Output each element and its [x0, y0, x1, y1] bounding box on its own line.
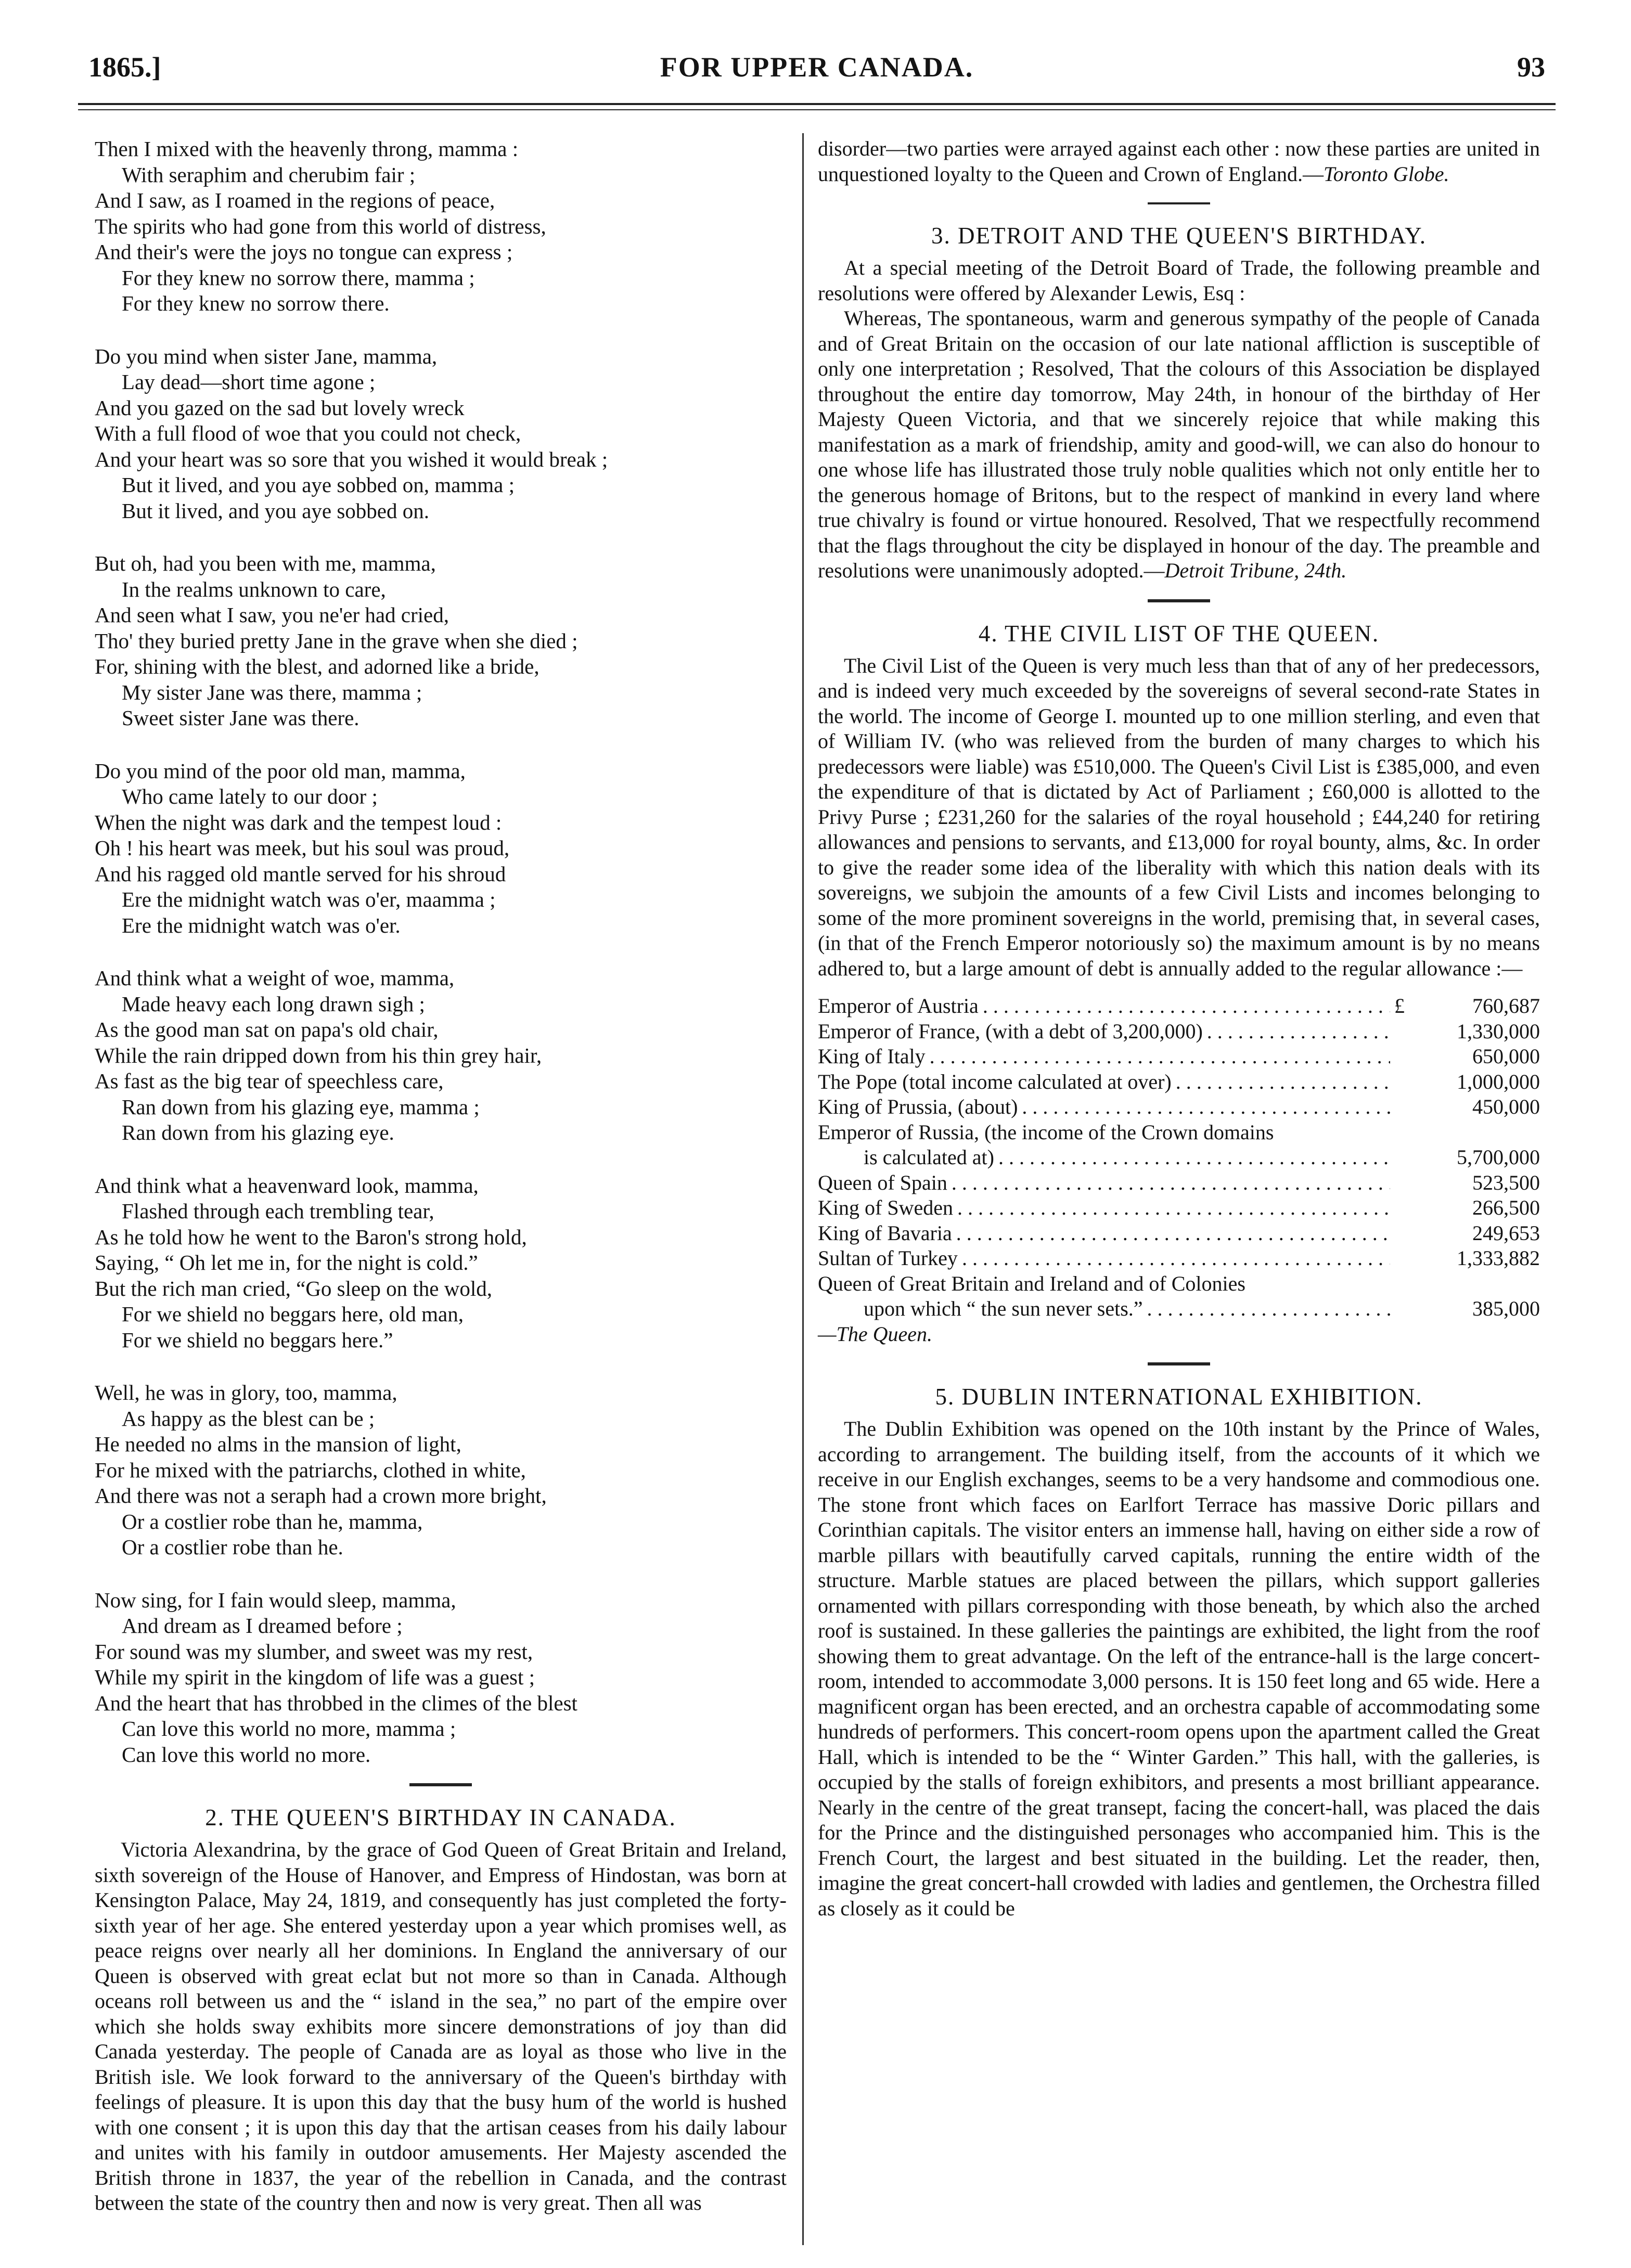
poem-line: Do you mind when sister Jane, mamma, — [95, 344, 438, 368]
poem-line: Or a costlier robe than he. — [122, 1535, 343, 1559]
poem-line: Oh ! his heart was meek, but his soul was proud, — [95, 836, 510, 860]
page-number: 93 — [1517, 51, 1545, 83]
section-2-body: Victoria Alexandrina, by the grace of God Queen of Great Britain and Ireland, sixth sovereign of the House of Hanover, and Empress of Hindostan, was born at Kensington Palace, May 24, 1819, and consequently has just completed the forty-sixth year of her age. She entered yesterday upon a year which promises well, as peace reigns over nearly all her dominions. In England the anniversary of our Queen is observed with great eclat but not more so than in Canada. Although oceans roll between us and the “ island in the sea,” no part of the empire over which she holds sway exhibits more sincere demonstrations of joy than did Canada yesterday. The people of Canada are as loyal as those who live in the British isle. We look forward to the anniversary of the Queen's birthday with feelings of pleasure. It is upon this day that the busy hum of the world is hushed with one consent ; it is upon this day that the artisan ceases from his daily labour and unites with his family in outdoor amusements. Her Majesty ascended the British throne in 1837, the year of the rebellion in Canada, and the contrast between the state of the country then and now is very great. Then all was — [95, 1838, 787, 2214]
sovereign-name: Emperor of Russia, (the income of the Crown domains — [818, 1120, 1274, 1144]
poem-line: Ere the midnight watch was o'er. — [122, 913, 401, 937]
poem-line: For they knew no sorrow there. — [122, 291, 390, 315]
sovereign-name: Emperor of Austria — [818, 994, 979, 1017]
poem-line: The spirits who had gone from this world of distress, — [95, 214, 546, 238]
poem-line: Then I mixed with the heavenly throng, mamma : — [95, 137, 519, 161]
section-separator — [409, 1783, 472, 1786]
leader-dots — [952, 1170, 1390, 1196]
poem-line: And their's were the joys no tongue can express ; — [95, 240, 513, 264]
poem-line: Now sing, for I fain would sleep, mamma, — [95, 1588, 456, 1612]
poem-line: But oh, had you been with me, mamma, — [95, 551, 436, 575]
poem-line: And I saw, as I roamed in the regions of peace, — [95, 188, 495, 212]
poem-line: But it lived, and you aye sobbed on, mamma ; — [122, 473, 515, 497]
poem-line: With a full flood of woe that you could not check, — [95, 421, 521, 445]
poem-stanza — [95, 551, 787, 731]
poem-line: Ere the midnight watch was o'er, maamma ; — [122, 887, 496, 911]
sovereign-name-continuation: upon which “ the sun never sets.” — [864, 1297, 1143, 1320]
poem-line: As he told how he went to the Baron's strong hold, — [95, 1225, 527, 1249]
poem-stanza — [95, 1380, 787, 1561]
leader-dots — [1207, 1019, 1390, 1045]
poem-line: And you gazed on the sad but lovely wreck — [95, 395, 465, 420]
poem-line: For we shield no beggars here.” — [122, 1328, 393, 1352]
poem-line: For we shield no beggars here, old man, — [122, 1302, 464, 1326]
amount: 249,653 — [1472, 1221, 1540, 1245]
section-separator — [1148, 599, 1210, 602]
poem-line: Ran down from his glazing eye. — [122, 1120, 394, 1144]
amount: 450,000 — [1472, 1095, 1540, 1118]
civil-list-row-continuation — [818, 1296, 1540, 1322]
poem-line: My sister Jane was there, mamma ; — [122, 680, 422, 704]
header-year: 1865.] — [88, 51, 161, 83]
section-4-heading: 4. THE CIVIL LIST OF THE QUEEN. — [978, 620, 1380, 647]
poem-line: And his ragged old mantle served for his shroud — [95, 861, 506, 886]
poem-line: And seen what I saw, you ne'er had cried, — [95, 603, 449, 627]
sovereign-name: King of Prussia, (about) — [818, 1095, 1018, 1118]
section-4-body: The Civil List of the Queen is very much less than that of any of her predecessors, and is indeed very much exceeded by the sovereigns of several second-rate States in the world. The income of George I. mounted up to one million sterling, and even that of William IV. (who was relieved from the burden of many charges to which his predecessors were liable) was £510,000. The Queen's Civil List is £385,000, and even the expenditure of that is dictated by Act of Parliament ; £60,000 is allotted to the Privy Purse ; £231,260 for the salaries of the royal household ; £44,240 for retiring allowances and pensions to servants, and £13,000 for royal bounty, alms, &c. In order to give the reader some idea of the liberality with which this nation deals with its sovereigns, we subjoin the amounts of a few Civil Lists and incomes belonging to some of the more prominent sovereigns in the world, premising that, in several cases, (in that of the French Emperor notoriously so) the maximum amount is by no means adhered to, but a large amount of debt is annually added to the regular allowance :— — [818, 653, 1540, 980]
running-header — [88, 51, 1545, 98]
section-2-continuation — [818, 136, 1540, 187]
leader-dots — [1176, 1069, 1390, 1095]
section-5-body: The Dublin Exhibition was opened on the 10th instant by the Prince of Wales, according to arrangement. The building itself, from the accounts of it which we receive in our English exchanges, seems to be a very handsome and commodious one. The stone front which faces on Earlfort Terrace has massive Doric pillars and Corinthian capitals. The visitor enters an immense hall, having on either side a row of marble pillars with beautifully carved capitals, running the entire width of the structure. Marble statues are placed between the pillars, which support galleries ornamented with pillars corresponding with those beneath, by which also the arched roof is sustained. In these galleries the paintings are exhibited, the light from the roof showing them to great advantage. On the left of the entrance-hall is the large concert-room, intended to accommodate 3,000 persons. It is 150 feet long and 65 wide. Here a magnificent organ has been erected, and an orchestra capable of accommodating some hundreds of performers. This concert-room opens upon the apartment called the Great Hall, which is intended to be the “ Winter Garden.” This hall, with the galleries, is occupied by the stalls of foreign exhibitors, and presents a most brilliant appearance. Nearly in the centre of the great transept, facing the concert-hall, was placed the dais for the Prince and the distinguished personages who accompanied him. This is the French Court, the largest and best situated in the building. Let the reader, then, imagine the great concert-hall crowded with ladies and gentlemen, the Orchestra filled as closely as it could be — [818, 1417, 1540, 1920]
poem-line: And dream as I dreamed before ; — [122, 1614, 403, 1638]
poem-line: Flashed through each trembling tear, — [122, 1199, 434, 1223]
leader-dots — [962, 1246, 1390, 1271]
amount: 650,000 — [1472, 1045, 1540, 1068]
civil-list-row — [818, 1271, 1540, 1297]
poem-line: For sound was my slumber, and sweet was my rest, — [95, 1639, 533, 1664]
section-2-source: Toronto Globe. — [1324, 162, 1449, 186]
section-separator — [1148, 202, 1210, 204]
sovereign-name: King of Bavaria — [818, 1221, 952, 1245]
poem-line: As the good man sat on papa's old chair, — [95, 1017, 439, 1041]
poem-line: Can love this world no more, mamma ; — [122, 1717, 456, 1741]
poem-line: Made heavy each long drawn sigh ; — [122, 991, 425, 1016]
poem-stanza — [95, 758, 787, 939]
sovereign-name: Sultan of Turkey — [818, 1246, 958, 1270]
sovereign-name-continuation: is calculated at) — [864, 1145, 994, 1169]
poem-line: As fast as the big tear of speechless care, — [95, 1069, 444, 1093]
civil-list-row — [818, 1044, 1540, 1069]
civil-list-row — [818, 994, 1540, 1019]
civil-list-row — [818, 1170, 1540, 1196]
poem-stanza — [95, 1173, 787, 1354]
amount: 5,700,000 — [1457, 1145, 1540, 1169]
poem-line: In the realms unknown to care, — [122, 577, 386, 601]
section-3-source: Detroit Tribune, 24th. — [1164, 559, 1347, 582]
poem-line: For they knew no sorrow there, mamma ; — [122, 265, 475, 290]
civil-list-row — [818, 1094, 1540, 1120]
poem-line: Tho' they buried pretty Jane in the grave when she died ; — [95, 628, 578, 653]
amount: 266,500 — [1472, 1196, 1540, 1219]
poem-line: Saying, “ Oh let me in, for the night is cold.” — [95, 1251, 478, 1274]
poem-line: But it lived, and you aye sobbed on. — [122, 498, 429, 523]
poem-line: Who came lately to our door ; — [122, 784, 378, 808]
left-column — [95, 136, 787, 2216]
poem-stanza — [95, 1588, 787, 1768]
leader-dots — [1022, 1094, 1390, 1120]
poem-line: Sweet sister Jane was there. — [122, 706, 359, 730]
section-3-intro: At a special meeting of the Detroit Board of Trade, the following preamble and resolutions were offered by Alexander Lewis, Esq : — [818, 256, 1540, 305]
section-5-heading: 5. DUBLIN INTERNATIONAL EXHIBITION. — [935, 1384, 1423, 1410]
poem-line: Can love this world no more. — [122, 1742, 371, 1767]
sovereign-name: The Pope (total income calculated at over) — [818, 1069, 1172, 1093]
sovereign-name: King of Sweden — [818, 1196, 953, 1219]
column-divider — [802, 133, 804, 2245]
poem-line: As happy as the blest can be ; — [122, 1406, 375, 1431]
header-title: FOR UPPER CANADA. — [660, 51, 974, 83]
poem-line: Lay dead—short time agone ; — [122, 370, 376, 394]
section-3-body — [818, 306, 1540, 584]
poem-line: Do you mind of the poor old man, mamma, — [95, 758, 466, 783]
civil-list-row — [818, 1221, 1540, 1246]
sovereign-name: King of Italy — [818, 1045, 926, 1068]
header-rule-thin — [78, 109, 1556, 110]
section-3-body-text: Whereas, The spontaneous, warm and generous sympathy of the people of Canada and of Great Britain on the occasion of our late national affliction is susceptible of only one interpretation ; Resolved, That the colours of this Association be displayed throughout the entire day tomorrow, May 24th, in honour of the birthday of Her Majesty Queen Victoria, and that we sincerely rejoice that while making this manifestation as a mark of friendship, amity and good-will, we can also do honour to one whose life has illustrated those truly noble qualities which not only entitle her to the generous homage of Britons, but to the respect of mankind in every land where true chivalry is found or virtue honoured. Resolved, That we respectfully recommend that the flags throughout the city be displayed in honour of the day. The preamble and resolutions were unanimously adopted.— — [818, 306, 1540, 582]
poem — [95, 136, 787, 1768]
leader-dots — [930, 1044, 1390, 1069]
civil-list-row — [818, 1246, 1540, 1271]
leader-dots — [983, 994, 1390, 1019]
section-separator — [1148, 1362, 1210, 1365]
leader-dots — [998, 1145, 1390, 1170]
civil-list-row — [818, 1195, 1540, 1221]
amount: 1,000,000 — [1457, 1069, 1540, 1093]
poem-stanza — [95, 344, 787, 524]
poem-line: Well, he was in glory, too, mamma, — [95, 1381, 397, 1404]
amount: 385,000 — [1472, 1297, 1540, 1320]
header-rule-thick — [78, 103, 1556, 105]
poem-line: Or a costlier robe than he, mamma, — [122, 1509, 423, 1534]
poem-stanza — [95, 136, 787, 317]
right-column — [818, 136, 1540, 1921]
section-2-continuation-text: disorder—two parties were arrayed against each other : now these parties are united in unquestioned loyalty to the Queen and Crown of England.— — [818, 137, 1540, 186]
amount: 523,500 — [1472, 1170, 1540, 1194]
civil-list-row — [818, 1120, 1540, 1145]
civil-list-row-continuation — [818, 1145, 1540, 1170]
sovereign-name: Queen of Great Britain and Ireland and of Colonies — [818, 1271, 1245, 1295]
poem-line: And the heart that has throbbed in the climes of the blest — [95, 1691, 577, 1715]
amount: 760,687 — [1472, 994, 1540, 1017]
civil-list-row — [818, 1019, 1540, 1045]
leader-dots — [956, 1221, 1390, 1246]
poem-line: Ran down from his glazing eye, mamma ; — [122, 1094, 480, 1119]
poem-line: For he mixed with the patriarchs, clothed in white, — [95, 1458, 526, 1482]
poem-line: When the night was dark and the tempest loud : — [95, 810, 502, 834]
civil-list-source: —The Queen. — [818, 1322, 932, 1346]
section-3-heading: 3. DETROIT AND THE QUEEN'S BIRTHDAY. — [931, 223, 1427, 249]
currency-symbol: £ — [1394, 994, 1405, 1017]
amount: 1,333,882 — [1457, 1246, 1540, 1270]
poem-line: And your heart was so sore that you wished it would break ; — [95, 447, 608, 471]
poem-line: And think what a weight of woe, mamma, — [95, 966, 455, 990]
sovereign-name: Emperor of France, (with a debt of 3,200,000) — [818, 1019, 1203, 1043]
leader-dots — [957, 1195, 1390, 1221]
poem-line: And think what a heavenward look, mamma, — [95, 1173, 479, 1197]
poem-line: With seraphim and cherubim fair ; — [122, 162, 416, 187]
poem-line: While the rain dripped down from his thin grey hair, — [95, 1043, 542, 1067]
amount: 1,330,000 — [1457, 1019, 1540, 1043]
poem-line: For, shining with the blest, and adorned like a bride, — [95, 654, 540, 678]
poem-line: While my spirit in the kingdom of life was a guest ; — [95, 1665, 535, 1689]
leader-dots — [1147, 1296, 1390, 1322]
civil-list-table — [818, 994, 1540, 1322]
section-2-heading: 2. THE QUEEN'S BIRTHDAY IN CANADA. — [205, 1805, 676, 1831]
poem-stanza — [95, 965, 787, 1146]
poem-line: And there was not a seraph had a crown more bright, — [95, 1484, 547, 1507]
poem-line: But the rich man cried, “Go sleep on the wold, — [95, 1276, 492, 1300]
sovereign-name: Queen of Spain — [818, 1170, 947, 1194]
civil-list-row — [818, 1069, 1540, 1095]
poem-line: He needed no alms in the mansion of light, — [95, 1432, 461, 1456]
